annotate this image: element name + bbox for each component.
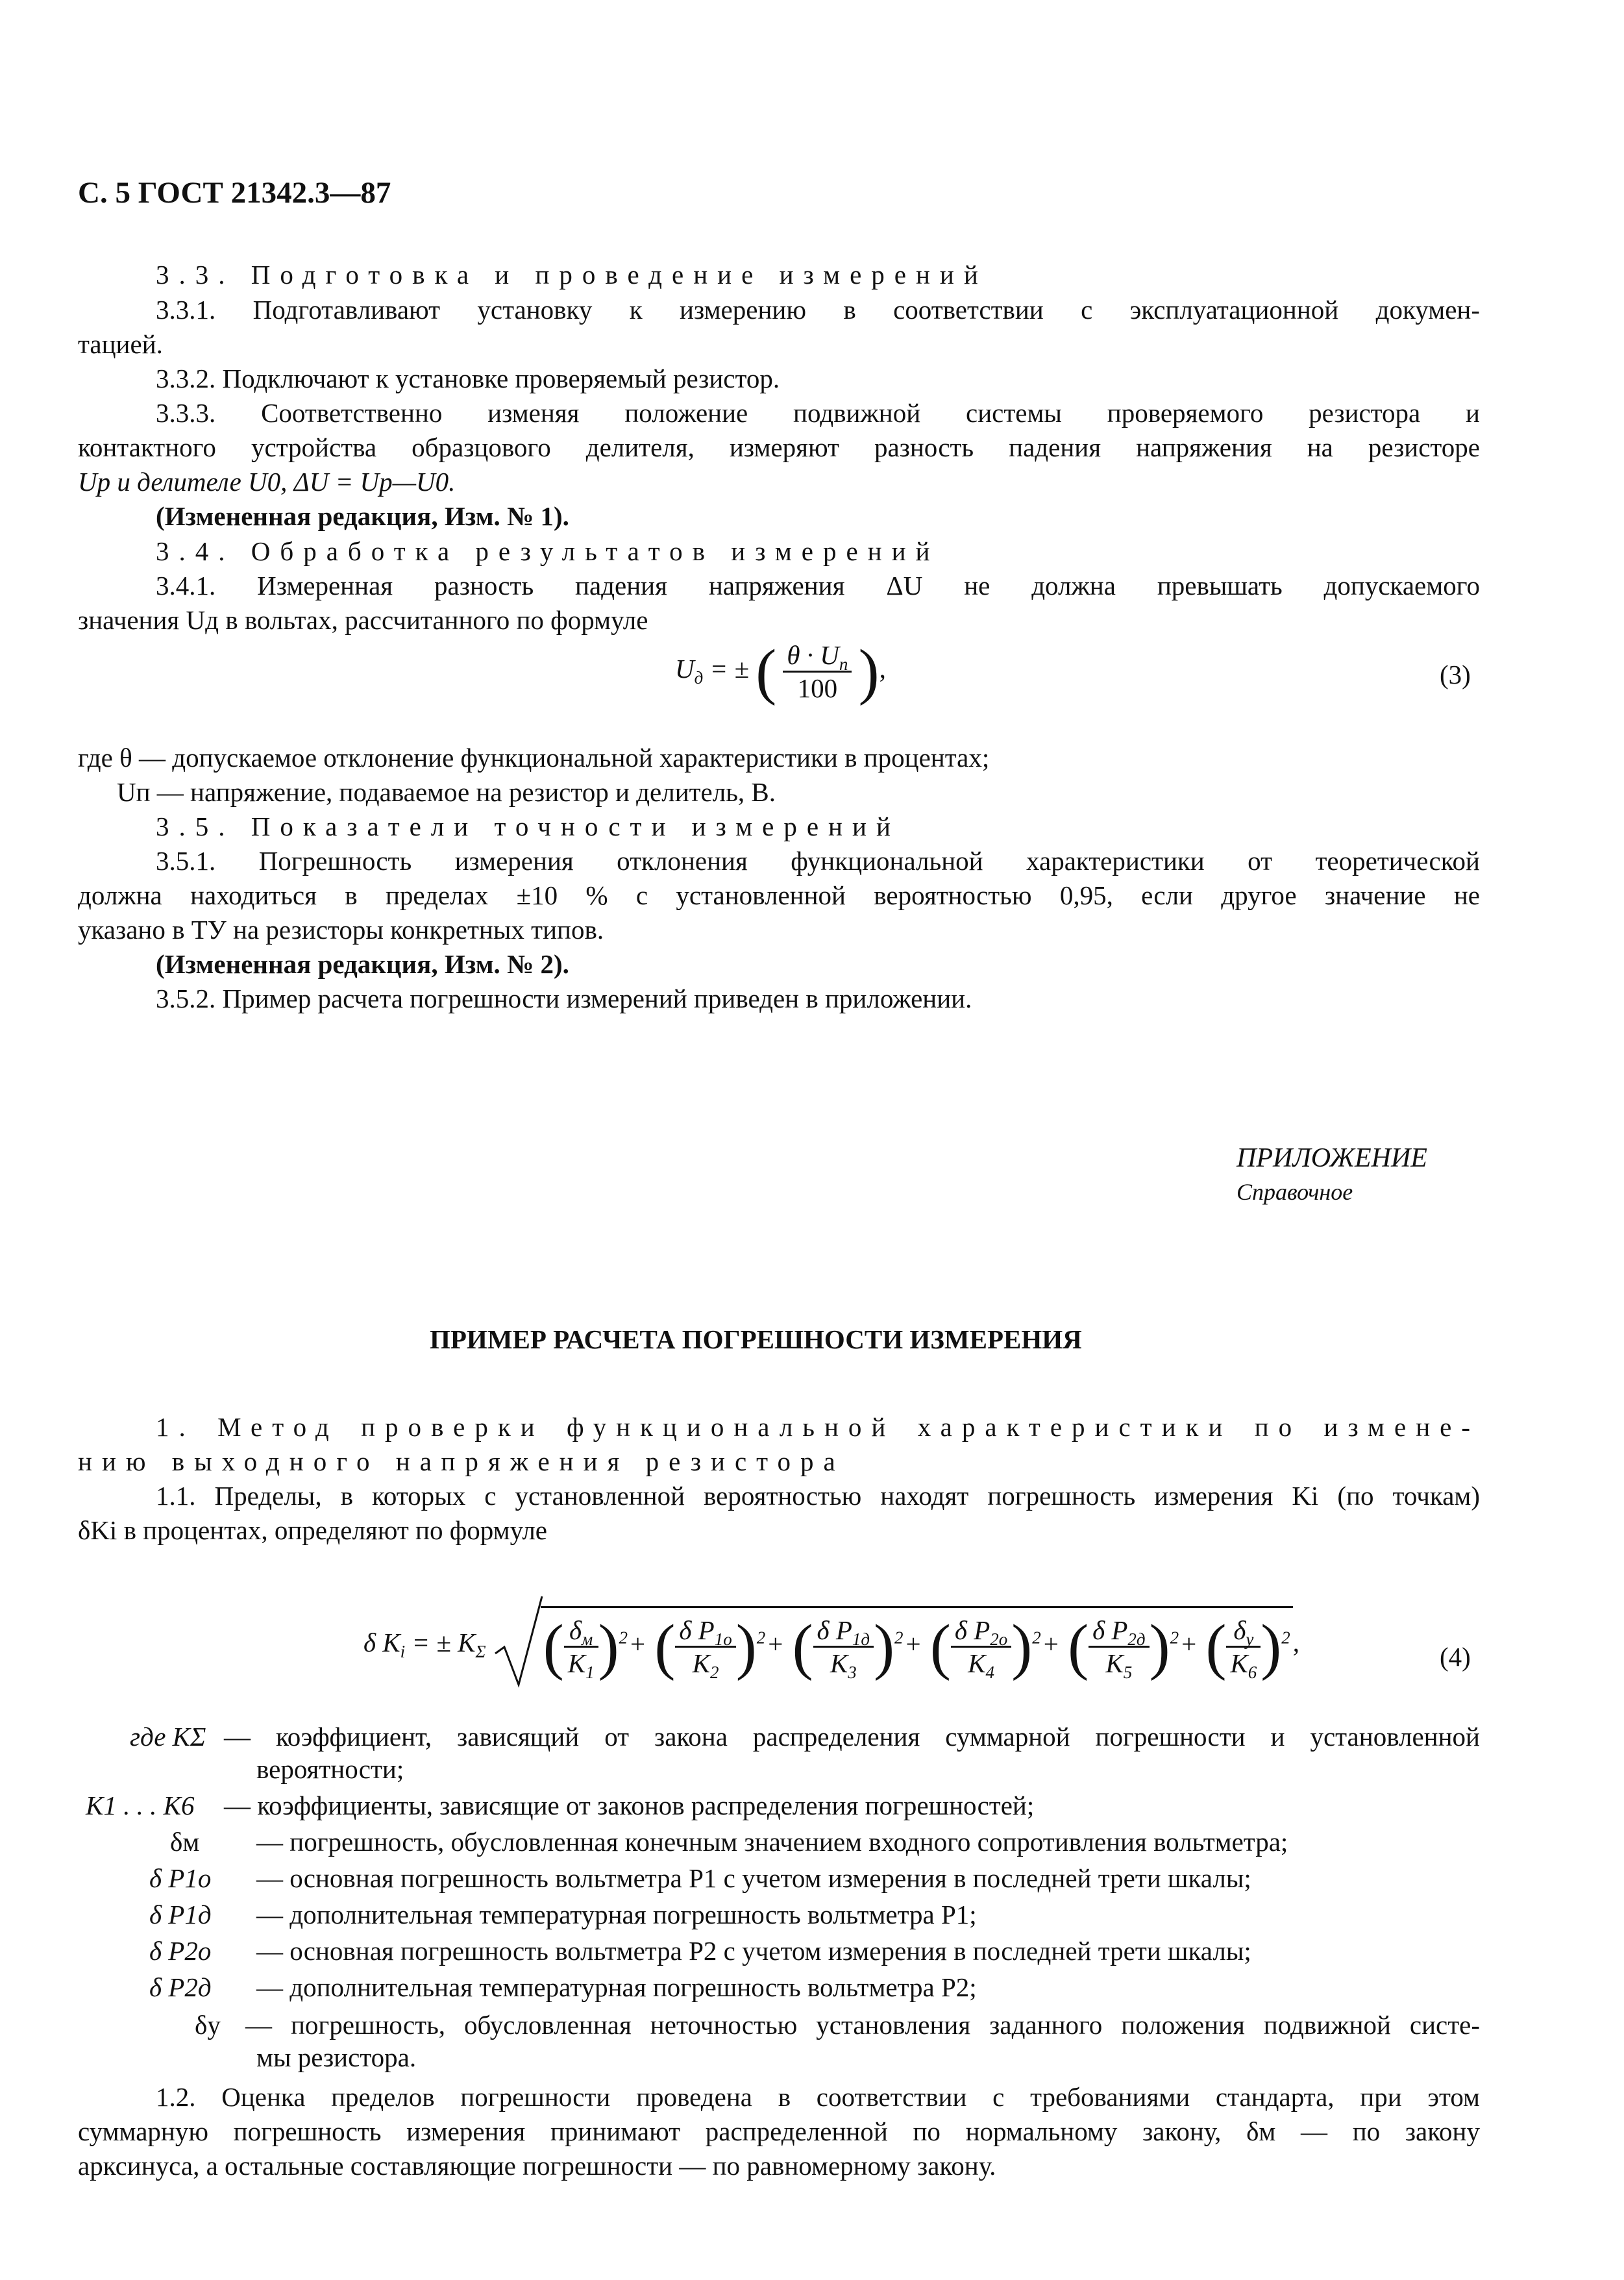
- appendix-p1-2-line1: 1.2. Оценка пределов погрешности проведена в соответствии с требованиями стандарта, при этом: [156, 2082, 1480, 2112]
- formula-3-number: (3): [1440, 660, 1471, 689]
- appendix-sublabel: Справочное: [1236, 1179, 1353, 1205]
- def-sym-delta-y: δу: [195, 2010, 221, 2040]
- section-3-4-1-line1: 3.4.1. Измеренная разность падения напряжения ΔU не должна превышать допускаемого: [156, 571, 1480, 601]
- def-sym-p2d: δ P2д: [149, 1972, 212, 2002]
- def-sym-p2o: δ P2о: [149, 1936, 212, 1966]
- def-sym-delta-m: δм: [170, 1827, 200, 1857]
- formula-3: $U_д$ = ± ( $\frac{\theta \cdot U_п}{100}$ ),: [675, 636, 886, 706]
- section-3-3-3-line1: 3.3.3. Соответственно изменяя положение подвижной системы проверяемого резистора и: [156, 398, 1480, 428]
- appendix-p1-title-line1: 1. Метод проверки функциональной характеристики по измене-: [156, 1412, 1480, 1442]
- appendix-p1-1-line1: 1.1. Пределы, в которых с установленной вероятностью находят погрешность измерения Ki (по точкам): [156, 1481, 1480, 1511]
- section-3-3-1-line2: тацией.: [78, 329, 163, 359]
- where-theta: где θ — допускаемое отклонение функциональной характеристики в процентах;: [78, 743, 990, 773]
- page-header: С. 5 ГОСТ 21342.3—87: [78, 176, 391, 210]
- def-text-p1o: — основная погрешность вольтметра P1 с учетом измерения в последней трети шкалы;: [256, 1863, 1251, 1893]
- appendix-p1-1-line2: δKi в процентах, определяют по формуле: [78, 1515, 547, 1545]
- section-3-4-1-line2: значения Uд в вольтах, рассчитанного по формуле: [78, 605, 648, 635]
- where-up: Uп — напряжение, подаваемое на резистор и делитель, В.: [117, 777, 776, 807]
- def-text-k1-k6: — коэффициенты, зависящие от законов распределения погрешностей;: [224, 1791, 1035, 1820]
- appendix-label: ПРИЛОЖЕНИЕ: [1236, 1143, 1427, 1173]
- section-3-5-2: 3.5.2. Пример расчета погрешности измерений приведен в приложении.: [156, 984, 972, 1013]
- section-3-3-3-line3: Up и делителе U0, ΔU = Up—U0.: [78, 467, 456, 497]
- section-3-3-2: 3.3.2. Подключают к установке проверяемый резистор.: [156, 364, 780, 393]
- formula-4-number: (4): [1440, 1642, 1471, 1672]
- def-text-ksigma-cont: вероятности;: [256, 1754, 404, 1784]
- section-3-5-1-line1: 3.5.1. Погрешность измерения отклонения функциональной характеристики от теоретической: [156, 846, 1480, 876]
- section-3-4-title: 3.4. Обработка результатов измерений: [156, 536, 940, 566]
- sqrt-sign-icon: [493, 1594, 545, 1691]
- appendix-p1-2-line2: суммарную погрешность измерения принимают распределенной по нормальному закону, δм — по закону: [78, 2116, 1480, 2146]
- def-text-delta-y-cont: мы резистора.: [256, 2042, 417, 2072]
- def-text-p2d: — дополнительная температурная погрешность вольтметра P2;: [256, 1972, 977, 2002]
- def-text-p1d: — дополнительная температурная погрешность вольтметра P1;: [256, 1900, 977, 1929]
- appendix-title: ПРИМЕР РАСЧЕТА ПОГРЕШНОСТИ ИЗМЕРЕНИЯ: [430, 1324, 1082, 1354]
- def-text-ksigma: — коэффициент, зависящий от закона распределения суммарной погрешности и установленной: [224, 1722, 1480, 1752]
- def-sym-p1d: δ P1д: [149, 1900, 212, 1929]
- formula-4: δ $K_i$ = ± $K_\Sigma$ ( $\frac{\delta_м}{K_1}$ )$^2$+ ( $\frac{\delta P_{1о}}{K_2}$ )$^2$+ ( $\frac{\delta P_{1д}}{K_3}$ )$^2$+ ( $\frac{\delta P_{2о}}{K_4}$ )$^2$+ ( $\frac{\delta P_{2д}}{K_5}$ )$^2$+ ( $\frac{\delta_у}{K_6}$ )$^2$,: [363, 1594, 1299, 1691]
- def-text-p2o: — основная погрешность вольтметра P2 с учетом измерения в последней трети шкалы;: [256, 1936, 1251, 1966]
- def-sym-k1-k6: K1 . . . K6: [86, 1791, 195, 1820]
- def-sym-p1o: δ P1о: [149, 1863, 212, 1893]
- edit-note-1: (Измененная редакция, Изм. № 1).: [156, 501, 569, 531]
- appendix-p1-2-line3: арксинуса, а остальные составляющие погрешности — по равномерному закону.: [78, 2151, 996, 2181]
- section-3-5-1-line2: должна находиться в пределах ±10 % с установленной вероятностью 0,95, если другое значение не: [78, 880, 1480, 910]
- section-3-3-3-line2: контактного устройства образцового делителя, измеряют разность падения напряжения на резисторе: [78, 432, 1480, 462]
- def-sym-ksigma: где KΣ: [130, 1722, 206, 1752]
- edit-note-2: (Измененная редакция, Изм. № 2).: [156, 949, 569, 979]
- section-3-3-1-line1: 3.3.1. Подготавливают установку к измерению в соответствии с эксплуатационной докумен-: [156, 295, 1480, 325]
- section-3-3-title: 3.3. Подготовка и проведение измерений: [156, 260, 988, 290]
- appendix-p1-title-line2: нию выходного напряжения резистора: [78, 1446, 845, 1476]
- section-3-5-1-line3: указано в ТУ на резисторы конкретных типов.: [78, 915, 604, 945]
- section-3-5-title: 3.5. Показатели точности измерений: [156, 812, 900, 841]
- def-text-delta-m: — погрешность, обусловленная конечным значением входного сопротивления вольтметра;: [256, 1827, 1288, 1857]
- def-text-delta-y: — погрешность, обусловленная неточностью установления заданного положения подвижной систе-: [245, 2010, 1480, 2040]
